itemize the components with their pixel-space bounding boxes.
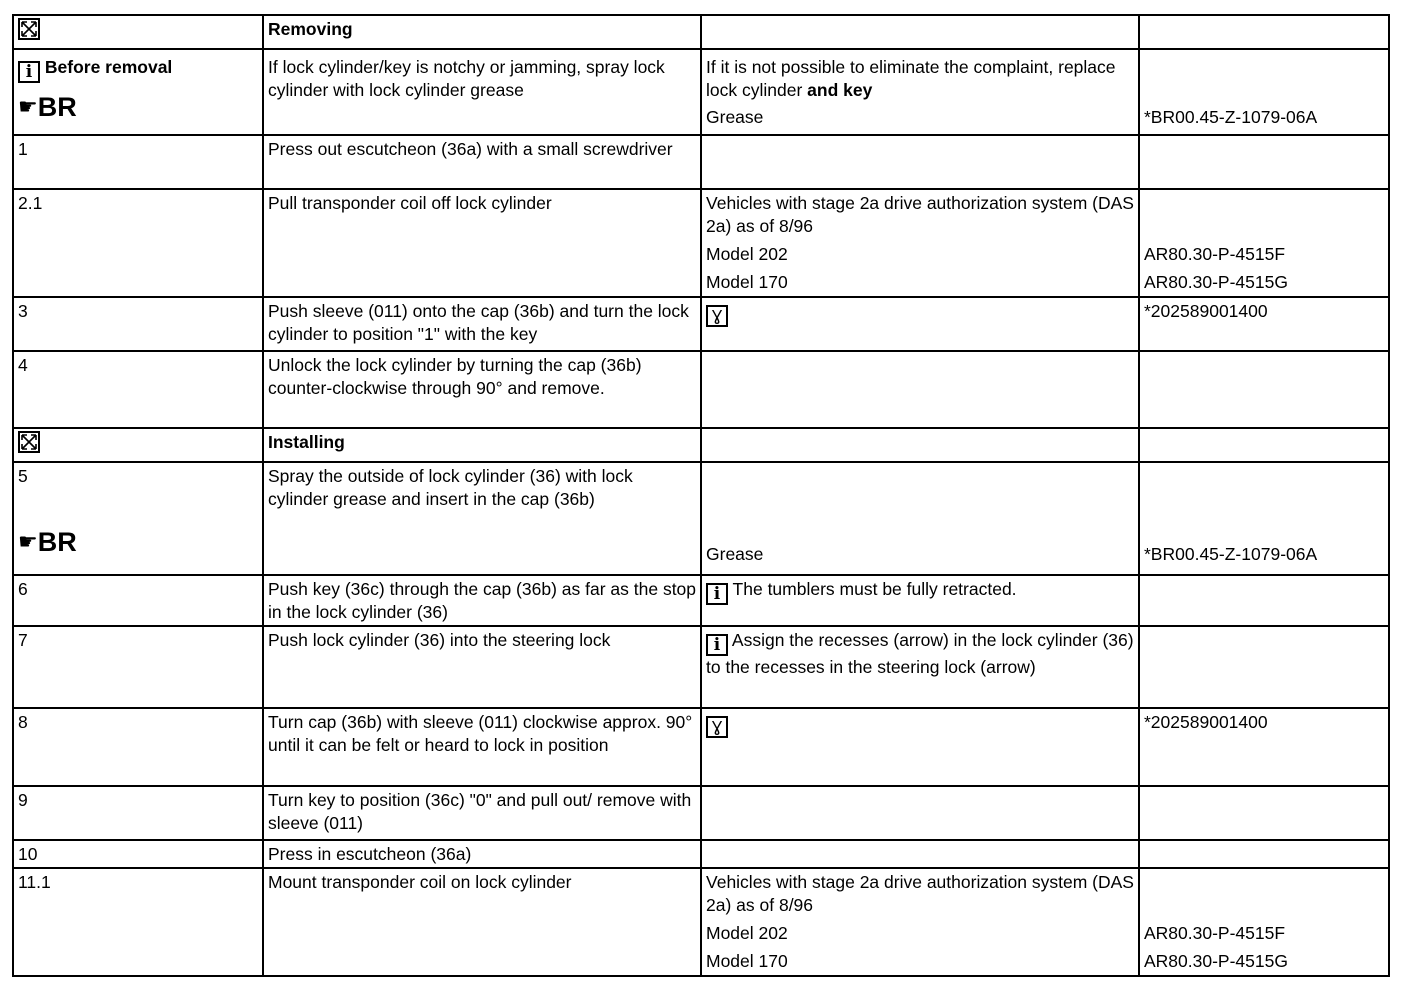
- special-tool-icon: Ɣ: [706, 305, 728, 327]
- step-number: 6: [13, 575, 263, 626]
- step-text: Press in escutcheon (36a): [263, 840, 701, 868]
- reference-link[interactable]: AR80.30-P-4515G: [1144, 272, 1288, 292]
- table-row: [13, 49, 1389, 135]
- procedure-table: [12, 14, 1390, 977]
- step-number: 8: [13, 708, 263, 786]
- step-number: 9: [13, 786, 263, 840]
- table-row: [13, 135, 1389, 189]
- step-number: 5: [18, 466, 28, 486]
- br-label: BR: [37, 527, 77, 557]
- table-row: [13, 351, 1389, 428]
- reference-link[interactable]: AR80.30-P-4515F: [1144, 244, 1286, 264]
- model-label: Model 170: [706, 272, 788, 292]
- table-row: [13, 462, 1389, 575]
- step-text: Push key (36c) through the cap (36b) as far as the stop in the lock cylinder (36): [263, 575, 701, 626]
- note-text: Vehicles with stage 2a drive authorization system (DAS 2a) as of 8/96: [706, 193, 1134, 236]
- step-number: 1: [13, 135, 263, 189]
- table-row: [13, 575, 1389, 626]
- model-label: Model 170: [706, 951, 788, 971]
- step-text: If lock cylinder/key is notchy or jamming, spray lock cylinder with lock cylinder grease: [263, 49, 701, 135]
- pointing-hand-icon: ☛: [18, 530, 38, 555]
- note-text: Vehicles with stage 2a drive authorization system (DAS 2a) as of 8/96: [706, 872, 1134, 915]
- info-icon: i: [706, 634, 728, 656]
- special-tool-icon: Ɣ: [706, 716, 728, 738]
- step-text: Push sleeve (011) onto the cap (36b) and turn the lock cylinder to position "1" with the key: [263, 297, 701, 351]
- section-row-installing: [13, 428, 1389, 462]
- reference-link[interactable]: AR80.30-P-4515F: [1144, 923, 1286, 943]
- grease-label: Grease: [706, 107, 764, 127]
- remove-install-icon: [18, 431, 40, 453]
- reference-link[interactable]: AR80.30-P-4515G: [1144, 951, 1288, 971]
- model-label: Model 202: [706, 923, 788, 943]
- step-text: Turn cap (36b) with sleeve (011) clockwise approx. 90° until it can be felt or heard to lock in position: [263, 708, 701, 786]
- table-row: [13, 626, 1389, 708]
- reference-link[interactable]: *BR00.45-Z-1079-06A: [1144, 107, 1318, 127]
- step-text: Push lock cylinder (36) into the steering lock: [263, 626, 701, 708]
- step-text: Press out escutcheon (36a) with a small screwdriver: [263, 135, 701, 189]
- step-text: Spray the outside of lock cylinder (36) with lock cylinder grease and insert in the cap (36b): [263, 462, 701, 575]
- info-icon: i: [706, 583, 728, 605]
- reference-link[interactable]: *202589001400: [1139, 297, 1389, 351]
- reference-link[interactable]: *BR00.45-Z-1079-06A: [1144, 544, 1318, 564]
- note-text: Assign the recesses (arrow) in the lock cylinder (36) to the recesses in the steering lock (arrow): [706, 630, 1134, 677]
- table-row: [13, 786, 1389, 840]
- table-row: [13, 840, 1389, 868]
- step-text: Mount transponder coil on lock cylinder: [263, 868, 701, 976]
- section-title-installing: Installing: [263, 428, 701, 462]
- section-title-removing: Removing: [263, 15, 701, 49]
- table-row: [13, 868, 1389, 976]
- step-number: 7: [13, 626, 263, 708]
- model-label: Model 202: [706, 244, 788, 264]
- note-text: The tumblers must be fully retracted.: [732, 579, 1017, 599]
- table-row: [13, 708, 1389, 786]
- note-text: If it is not possible to eliminate the complaint, replace lock cylinder: [706, 57, 1116, 100]
- step-text: Unlock the lock cylinder by turning the cap (36b) counter-clockwise through 90° and remove.: [263, 351, 701, 428]
- step-number: 11.1: [13, 868, 263, 976]
- reference-link[interactable]: *202589001400: [1139, 708, 1389, 786]
- step-number: 3: [13, 297, 263, 351]
- section-row-removing: [13, 15, 1389, 49]
- info-icon: i: [18, 61, 40, 83]
- step-number: 2.1: [13, 189, 263, 297]
- table-row: [13, 189, 1389, 297]
- before-removal-label: Before removal: [44, 57, 173, 77]
- note-text-bold: and key: [807, 80, 873, 100]
- remove-install-icon: [18, 18, 40, 40]
- step-text: Turn key to position (36c) "0" and pull out/ remove with sleeve (011): [263, 786, 701, 840]
- table-row: [13, 297, 1389, 351]
- step-number: 4: [13, 351, 263, 428]
- step-text: Pull transponder coil off lock cylinder: [263, 189, 701, 297]
- step-number: 10: [13, 840, 263, 868]
- pointing-hand-icon: ☛: [18, 95, 38, 120]
- br-label: BR: [37, 92, 77, 122]
- grease-label: Grease: [706, 544, 764, 564]
